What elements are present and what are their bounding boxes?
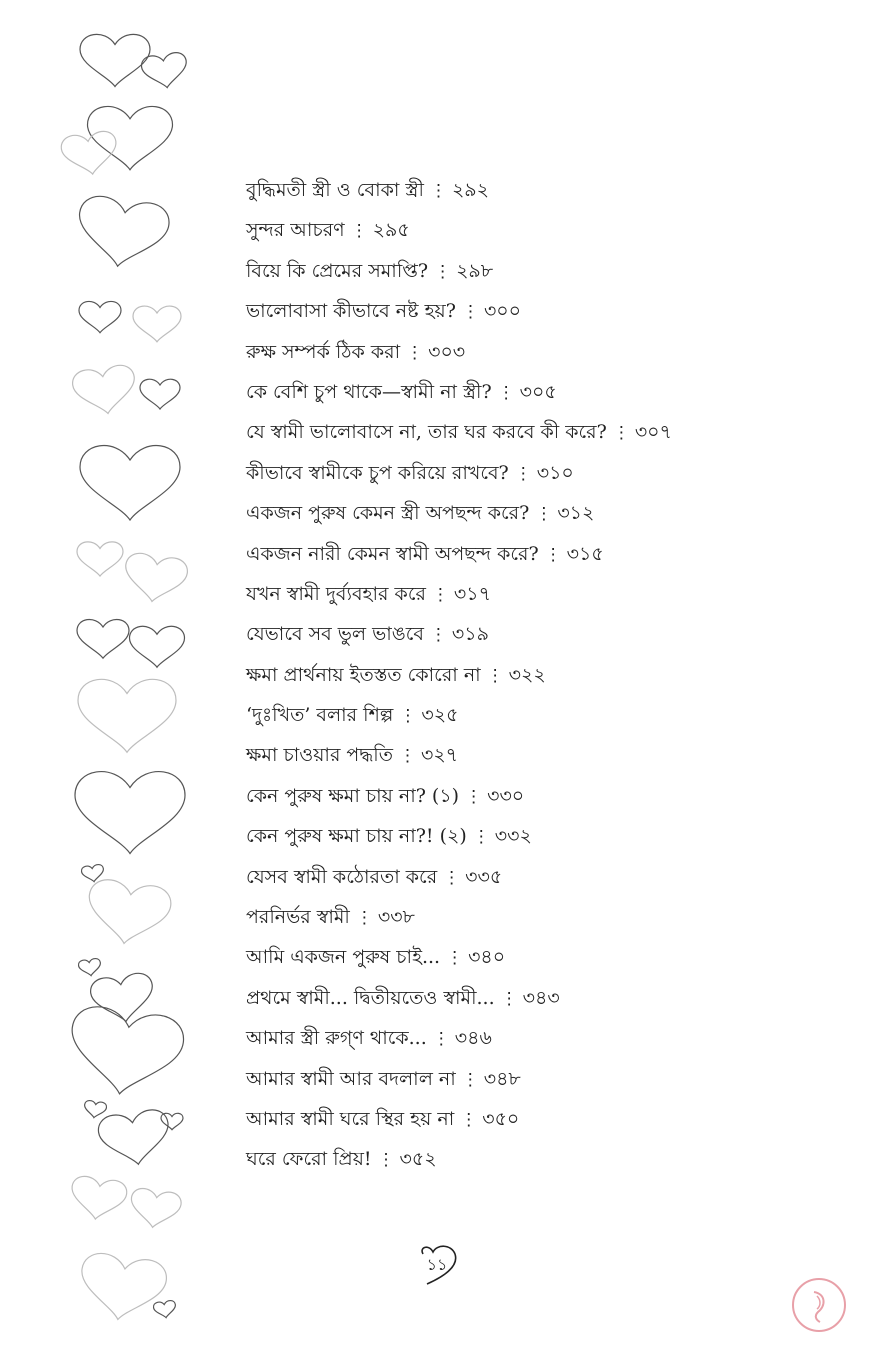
toc-entry-title: কে বেশি চুপ থাকে—স্বামী না স্ত্রী? [246,380,492,403]
toc-separator: ⋮ [399,706,415,727]
toc-entry [246,737,846,777]
toc-entry [246,1101,846,1141]
toc-entry [246,818,846,858]
toc-separator: ⋮ [429,181,445,201]
toc-entry-title: একজন পুরুষ কেমন স্ত্রী অপছন্দ করে? [246,502,530,525]
heart-outline-icon [140,51,189,90]
heart-outline-icon [73,194,171,273]
toc-entry [246,657,846,697]
toc-entry-title: যেসব স্বামী কঠোরতা করে [246,865,438,888]
toc-entry-page: ৩৩৮ [377,906,415,929]
heart-outline-icon [79,301,121,332]
toc-entry-page: ৩২৭ [420,744,459,767]
toc-entry-page: ৩৫০ [482,1107,520,1130]
toc-separator: ⋮ [377,1150,393,1171]
toc-entry-page: ৩১৭ [453,582,491,605]
toc-entry [246,1020,846,1060]
heart-outline-icon [80,446,180,520]
heart-outline-icon [60,130,120,178]
toc-separator: ⋮ [472,827,488,848]
heart-outline-icon [77,542,123,576]
toc-entry [246,374,846,414]
toc-entry-page: ৩০৭ [634,421,672,444]
toc-separator: ⋮ [429,625,445,646]
heart-outline-icon [161,1113,183,1129]
toc-separator: ⋮ [431,584,447,605]
heart-outline-icon [68,1175,128,1223]
toc-entry-title: বুদ্ধিমতী স্ত্রী ও বোকা স্ত্রী [246,179,424,201]
toc-entry [246,253,846,293]
toc-entry [246,778,846,818]
toc-entry [246,455,846,495]
toc-entry [246,859,846,899]
toc-entry-title: কীভাবে স্বামীকে চুপ করিয়ে রাখবে? [246,461,509,484]
toc-separator: ⋮ [406,342,422,363]
toc-entry [246,980,846,1020]
heart-outline-icon [71,363,139,417]
toc-entry [246,495,846,535]
toc-entry [246,1141,846,1181]
toc-entry-page: ৩৪০ [468,946,506,969]
toc-entry-page: ৩৪৩ [522,986,560,1009]
toc-entry-title: যখন স্বামী দুর্ব্যবহার করে [246,582,426,605]
heart-outline-icon [80,34,150,86]
toc-separator: ⋮ [514,463,530,484]
toc-entry-page: ৩১৯ [451,623,489,646]
toc-entry-title: যে স্বামী ভালোবাসে না, তার ঘর করবে কী করে? [246,421,607,444]
toc-entry-title: আমার স্বামী ঘরে স্থির হয় না [246,1107,455,1130]
toc-entry-page: ২৯৫ [372,219,410,242]
toc-entry-page: ২৯২ [451,179,489,201]
toc-entry-title: বিয়ে কি প্রেমের সমাপ্তি? [246,259,429,282]
toc-entry [246,1061,846,1101]
toc-separator: ⋮ [432,1029,448,1050]
toc-entry-title: ভালোবাসা কীভাবে নষ্ট হয়? [246,300,456,323]
toc-entry [246,697,846,737]
toc-entry-title: কেন পুরুষ ক্ষমা চায় না?! (২) [246,825,467,848]
toc-separator: ⋮ [350,221,366,242]
toc-separator: ⋮ [500,988,516,1009]
heart-outline-icon [88,106,173,169]
toc-entry-page: ৩০০ [483,300,521,323]
toc-separator: ⋮ [355,908,371,929]
toc-entry-page: ৩২২ [508,663,546,686]
toc-separator: ⋮ [465,786,481,807]
quill-circle-icon [790,1276,848,1334]
heart-outline-icon [133,306,181,342]
toc-entry [246,334,846,374]
heart-outline-icon [83,1100,107,1119]
toc-entry-title: ক্ষমা চাওয়ার পদ্ধতি [246,744,393,767]
toc-separator: ⋮ [612,423,628,444]
toc-entry-title: যেভাবে সব ভুল ভাঙবে [246,623,424,646]
heart-outline-icon [77,619,129,658]
heart-outline-icon [83,877,173,949]
toc-entry-page: ৩৩৫ [465,865,503,888]
toc-entry-page: ৩০৫ [519,380,557,403]
toc-separator: ⋮ [486,665,502,686]
toc-entry [246,576,846,616]
heart-outline-icon [76,1251,169,1326]
toc-entry-title: ক্ষমা প্রার্থনায় ইতস্তত কোরো না [246,663,481,686]
toc-entry-title: আমি একজন পুরুষ চাই... [246,946,441,969]
toc-entry [246,414,846,454]
toc-entry-page: ৩১২ [557,502,595,525]
toc-entry [246,212,846,252]
toc-entry-title: ঘরে ফেরো প্রিয়! [246,1148,372,1171]
toc-separator: ⋮ [461,1069,477,1090]
toc-entry-page: ৩৫২ [399,1148,437,1171]
heart-outline-icon [78,679,176,752]
heart-outline-icon [128,1187,183,1231]
toc-separator: ⋮ [434,261,450,282]
toc-entry-page: ৩১০ [536,461,574,484]
toc-entry-page: ৩৪৬ [454,1027,492,1050]
toc-entry-title: আমার স্বামী আর বদলাল না [246,1067,456,1090]
toc-entry-title: সুন্দর আচরণ [246,219,345,242]
toc-entry [246,172,846,212]
toc-separator: ⋮ [497,382,513,403]
toc-entry-title: প্রথমে স্বামী... দ্বিতীয়তেও স্বামী... [246,986,495,1009]
toc-separator: ⋮ [544,544,560,565]
toc-separator: ⋮ [398,746,414,767]
toc-separator: ⋮ [461,302,477,323]
page-number: ১১ [426,1255,448,1274]
toc-separator: ⋮ [460,1109,476,1130]
toc-entry [246,616,846,656]
heart-outline-icon [121,551,189,605]
toc-entry-title: ‘দুঃখিত’ বলার শিল্প [246,704,394,727]
heart-outline-icon [153,1300,177,1319]
toc-entry-page: ২৯৮ [456,259,494,282]
heart-outline-icon [130,626,185,667]
toc-entry-title: রুক্ষ সম্পর্ক ঠিক করা [246,340,401,363]
heart-outline-icon [64,1003,187,1101]
heart-outline-icon [75,772,185,854]
toc-entry-page: ৩০৩ [428,340,466,363]
toc-separator: ⋮ [443,867,459,888]
toc-entry-page: ৩৩২ [494,825,532,848]
toc-entry-title: কেন পুরুষ ক্ষমা চায় না? (১) [246,784,460,807]
toc-entry-title: পরনির্ভর স্বামী [246,906,350,929]
toc-separator: ⋮ [535,504,551,525]
heart-outline-icon [78,958,102,977]
toc-entry [246,536,846,576]
heart-outline-icon [140,379,180,409]
toc-entry [246,293,846,333]
toc-entry-title: আমার স্ত্রী রুগ্‌ণ থাকে... [246,1027,427,1050]
toc-separator: ⋮ [446,948,462,969]
toc-entry-page: ৩১৫ [566,542,604,565]
toc-entry-page: ৩৩০ [487,784,525,807]
table-of-contents [246,172,846,1182]
toc-entry-title: একজন নারী কেমন স্বামী অপছন্দ করে? [246,542,539,565]
toc-entry-page: ৩২৫ [421,704,459,727]
toc-entry [246,939,846,979]
toc-entry-page: ৩৪৮ [483,1067,521,1090]
toc-entry [246,899,846,939]
heart-border-decoration [0,0,230,1358]
